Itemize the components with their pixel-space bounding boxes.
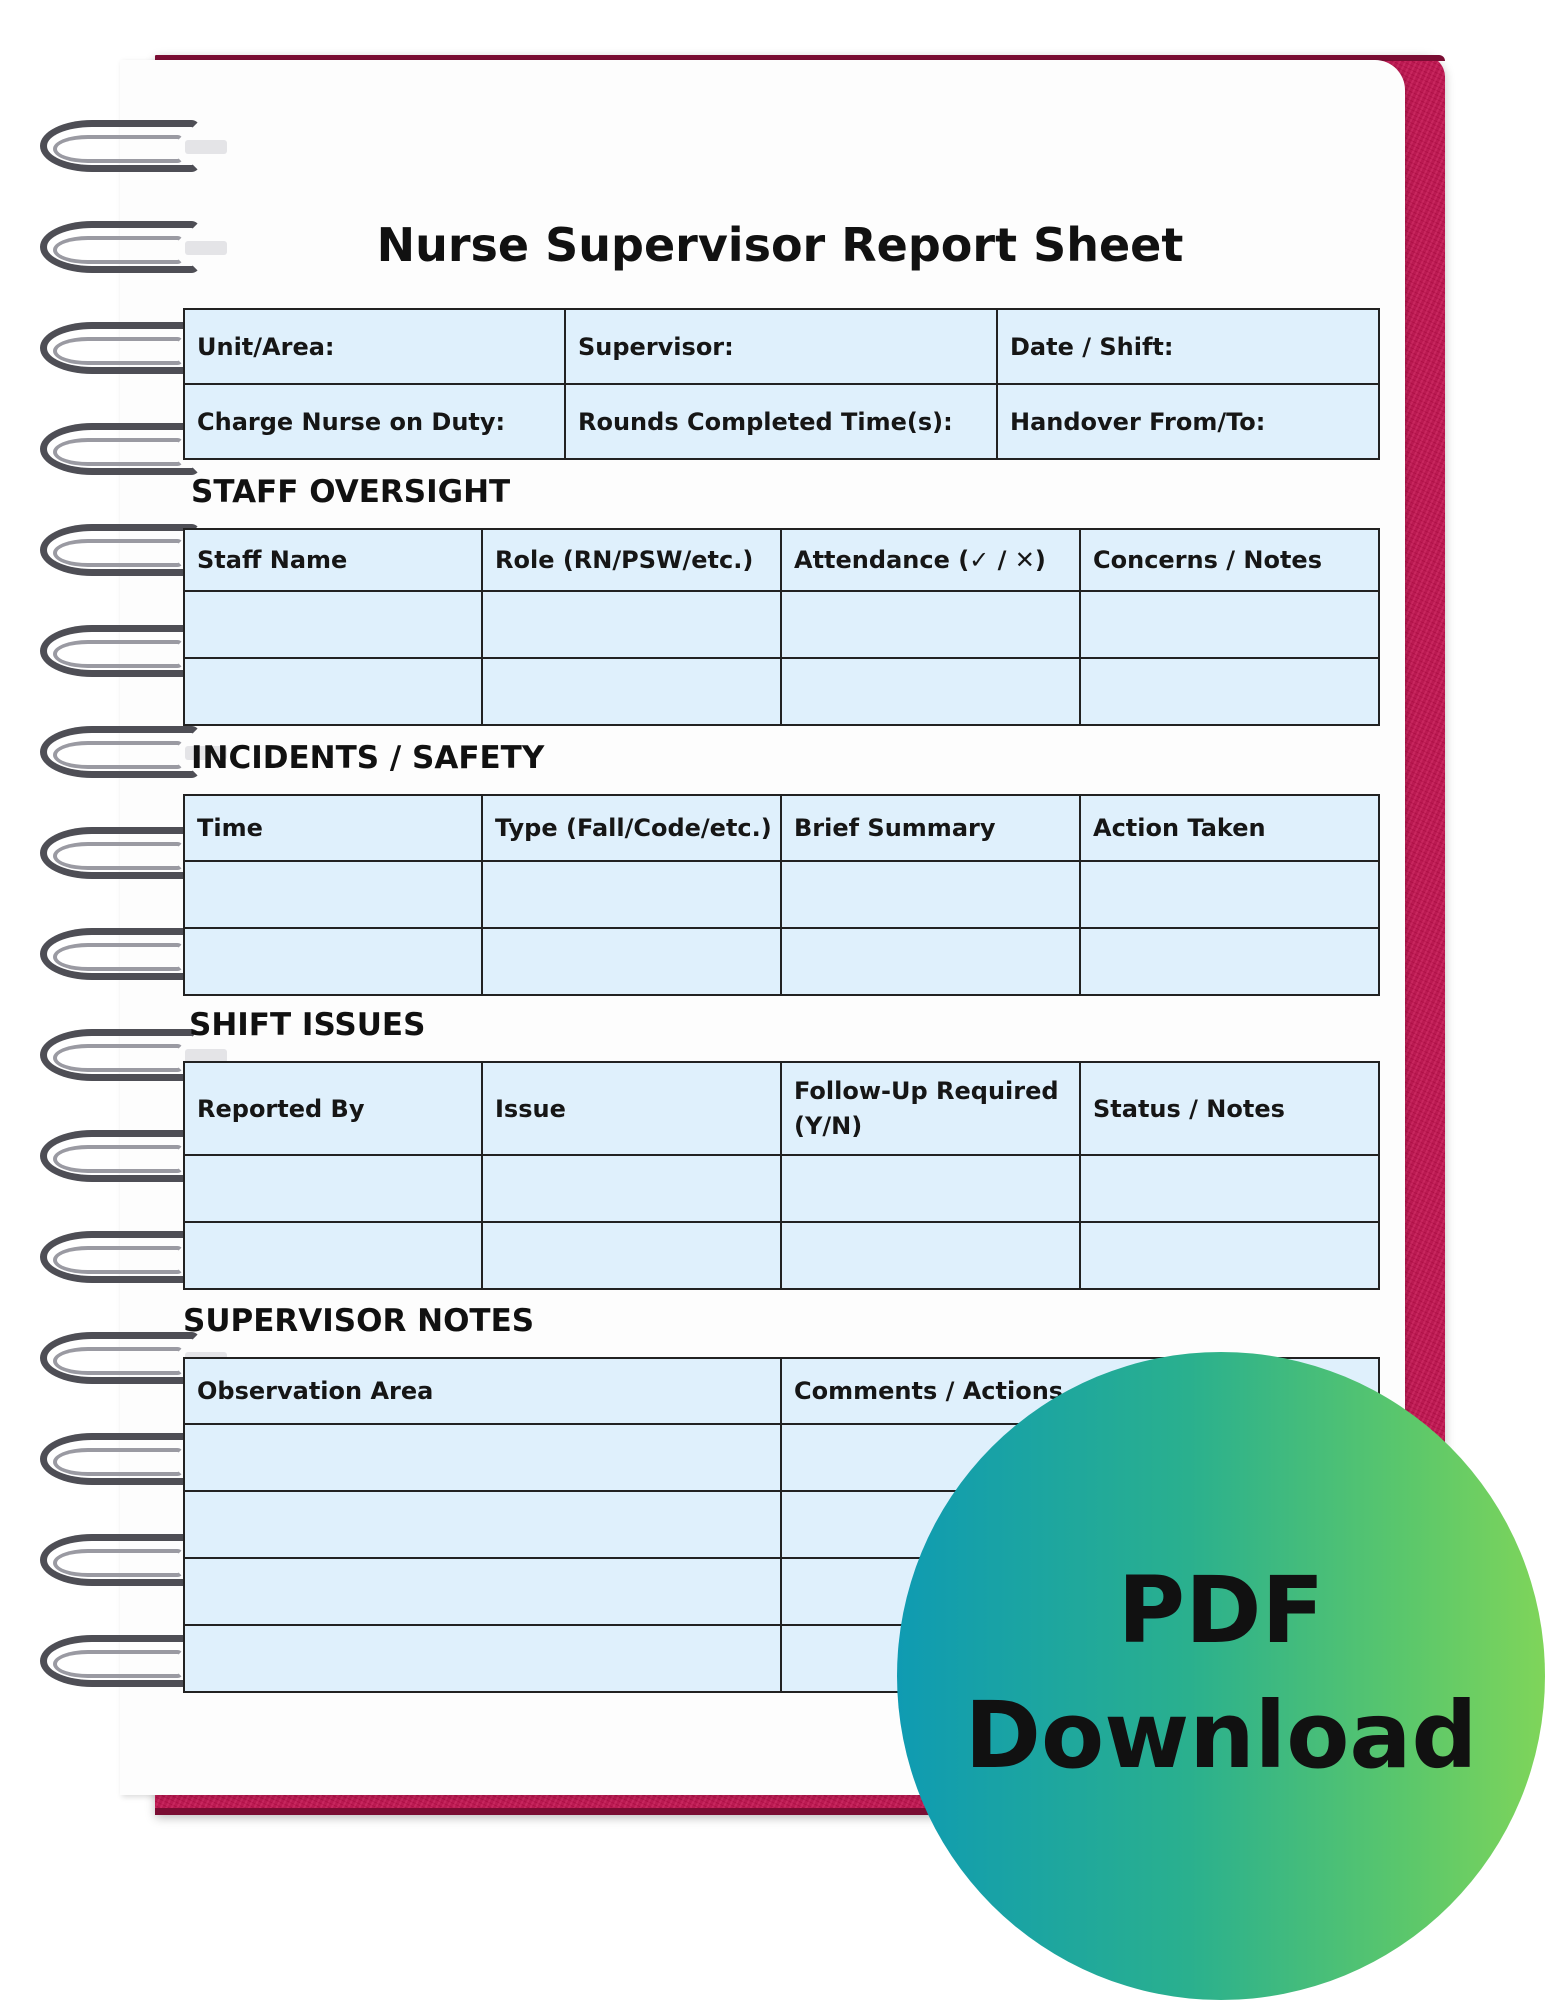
- table-cell[interactable]: [482, 591, 781, 658]
- table-cell[interactable]: [781, 591, 1080, 658]
- column-header: Role (RN/PSW/etc.): [482, 529, 781, 591]
- spiral-ring: [40, 524, 200, 576]
- spiral-hole: [185, 140, 227, 154]
- table-cell[interactable]: [184, 1424, 781, 1491]
- staff-oversight-heading: STAFF OVERSIGHT: [191, 474, 511, 510]
- column-header: Comments / Actions: [781, 1358, 1379, 1424]
- table-cell[interactable]: [781, 1155, 1080, 1222]
- table-cell[interactable]: [1080, 1155, 1379, 1222]
- spiral-ring: [40, 625, 200, 677]
- column-header: Time: [184, 795, 482, 861]
- charge-nurse-field[interactable]: Charge Nurse on Duty:: [184, 384, 565, 459]
- table-cell[interactable]: [482, 1222, 781, 1289]
- table-cell[interactable]: [184, 1222, 482, 1289]
- spiral-ring: [40, 1231, 200, 1283]
- table-cell[interactable]: [184, 928, 482, 995]
- badge-label-download: Download: [964, 1682, 1478, 1789]
- supervisor-notes-heading: SUPERVISOR NOTES: [183, 1303, 535, 1339]
- spiral-ring: [40, 1130, 200, 1182]
- table-cell[interactable]: [184, 1558, 781, 1625]
- column-header: Attendance (✓ / ✕): [781, 529, 1080, 591]
- incidents-safety-table: [183, 794, 1380, 996]
- spiral-ring: [40, 423, 200, 475]
- table-cell[interactable]: [482, 658, 781, 725]
- spiral-ring: [40, 1534, 200, 1586]
- table-cell[interactable]: [1080, 861, 1379, 928]
- page-title: Nurse Supervisor Report Sheet: [376, 218, 1184, 272]
- spiral-ring: [40, 322, 200, 374]
- table-cell[interactable]: [1080, 928, 1379, 995]
- table-cell[interactable]: [184, 1491, 781, 1558]
- spiral-ring: [40, 1635, 200, 1687]
- column-header: Reported By: [184, 1062, 482, 1155]
- column-header: Observation Area: [184, 1358, 781, 1424]
- table-cell[interactable]: [482, 1155, 781, 1222]
- shift-issues-heading: SHIFT ISSUES: [189, 1007, 426, 1043]
- table-cell[interactable]: [781, 1222, 1080, 1289]
- rounds-completed-field[interactable]: Rounds Completed Time(s):: [565, 384, 997, 459]
- incidents-safety-heading: INCIDENTS / SAFETY: [191, 740, 545, 776]
- staff-oversight-table: [183, 528, 1380, 726]
- spiral-ring: [40, 827, 200, 879]
- column-header: Issue: [482, 1062, 781, 1155]
- table-cell[interactable]: [184, 658, 482, 725]
- table-cell[interactable]: [184, 591, 482, 658]
- header-info-table: [183, 308, 1380, 460]
- column-header: Status / Notes: [1080, 1062, 1379, 1155]
- supervisor-field[interactable]: Supervisor:: [565, 309, 997, 384]
- table-cell[interactable]: [184, 1155, 482, 1222]
- spiral-ring: [40, 726, 200, 778]
- column-header: Follow-Up Required (Y/N): [781, 1062, 1080, 1155]
- unit-area-field[interactable]: Unit/Area:: [184, 309, 565, 384]
- table-cell[interactable]: [482, 861, 781, 928]
- table-cell[interactable]: [184, 861, 482, 928]
- spiral-ring: [40, 1332, 200, 1384]
- column-header: Concerns / Notes: [1080, 529, 1379, 591]
- table-cell[interactable]: [1080, 1222, 1379, 1289]
- date-shift-field[interactable]: Date / Shift:: [997, 309, 1379, 384]
- table-cell[interactable]: [781, 861, 1080, 928]
- column-header: Staff Name: [184, 529, 482, 591]
- table-cell[interactable]: [781, 658, 1080, 725]
- table-cell[interactable]: [781, 928, 1080, 995]
- spiral-ring: [40, 221, 200, 273]
- spiral-ring: [40, 1029, 200, 1081]
- handover-field[interactable]: Handover From/To:: [997, 384, 1379, 459]
- column-header: Action Taken: [1080, 795, 1379, 861]
- column-header: Brief Summary: [781, 795, 1080, 861]
- spiral-ring: [40, 120, 200, 172]
- spiral-ring: [40, 928, 200, 980]
- table-cell[interactable]: [482, 928, 781, 995]
- column-header: Type (Fall/Code/etc.): [482, 795, 781, 861]
- spiral-ring: [40, 1433, 200, 1485]
- table-cell[interactable]: [1080, 591, 1379, 658]
- table-cell[interactable]: [1080, 658, 1379, 725]
- shift-issues-table: [183, 1061, 1380, 1290]
- table-cell[interactable]: [184, 1625, 781, 1692]
- pdf-download-badge[interactable]: [897, 1352, 1545, 2000]
- badge-label-pdf: PDF: [1117, 1557, 1325, 1664]
